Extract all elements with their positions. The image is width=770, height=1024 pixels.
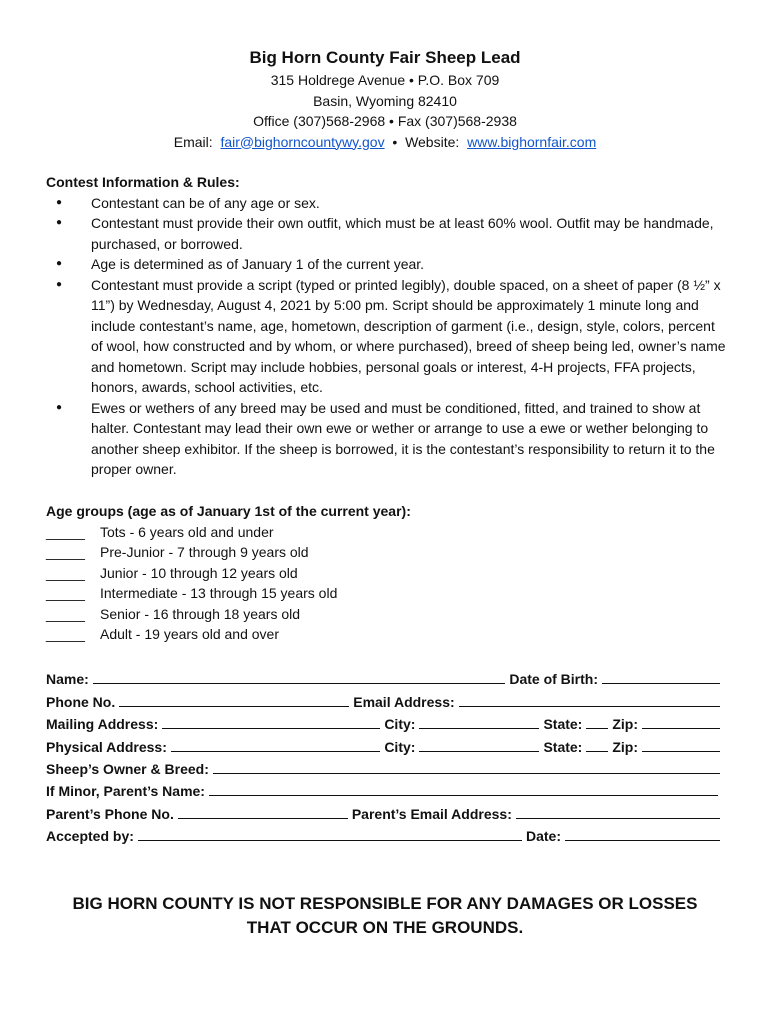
accepted-by-field[interactable] <box>138 825 522 841</box>
physical-city-label: City: <box>384 738 416 755</box>
contact-line <box>0 132 770 153</box>
name-label: Name: <box>46 671 89 688</box>
form-row-owner-breed <box>46 755 720 777</box>
age-group-label: Senior - 16 through 18 years old <box>100 605 301 622</box>
form-row-parent-contact <box>46 799 720 821</box>
form-row-physical <box>46 732 720 754</box>
rules-title: Contest Information & Rules: <box>46 174 240 190</box>
street-address: 315 Holdrege Avenue • P.O. Box 709 <box>270 72 500 88</box>
physical-state-field[interactable] <box>586 736 608 752</box>
age-groups-section <box>46 501 726 645</box>
mailing-city-field[interactable] <box>419 713 539 729</box>
accepted-by-label: Accepted by: <box>46 828 134 845</box>
date-field[interactable] <box>565 825 720 841</box>
mailing-address-field[interactable] <box>162 713 380 729</box>
parent-phone-label: Parent’s Phone No. <box>46 805 174 822</box>
rule-item: ● Contestant can be of any age or sex. <box>46 193 726 214</box>
rules-list <box>46 193 726 480</box>
form-row-mailing <box>46 710 720 732</box>
age-group-label: Intermediate - 13 through 15 years old <box>100 585 338 601</box>
age-group-blank[interactable]: _____ <box>46 605 85 622</box>
physical-zip-field[interactable] <box>642 736 720 752</box>
email-link[interactable]: fair@bighorncountywy.gov <box>220 133 385 150</box>
mailing-zip-field[interactable] <box>642 713 720 729</box>
age-group-blank[interactable]: _____ <box>46 523 85 540</box>
mailing-state-field[interactable] <box>586 713 608 729</box>
mailing-zip-label: Zip: <box>612 716 638 733</box>
age-group-label: Adult - 19 years old and over <box>100 626 279 642</box>
rule-item: ● Contestant must provide a script (typed or printed legibly), double spaced, on a sheet of paper (8 ½” x 11”) by Wednesday, August 4, 2021 by 5:00 pm. Script should be approximately 1 minute long and include contestant’s name, age, hometown, description of garment (i.e., design, style, colors, percent of wool, how constructed and by whom, or where purchased), breed of sheep being led, owner’s name and hometown. Script may include hobbies, personal goals or interest, 4-H projects, FFA projects, honors, awards, school activities, etc. <box>46 275 726 398</box>
parent-email-label: Parent’s Email Address: <box>351 805 512 822</box>
age-group-blank[interactable]: _____ <box>46 626 85 642</box>
email-address-field[interactable] <box>459 691 720 707</box>
age-group-blank[interactable]: _____ <box>46 564 85 581</box>
age-group-row[interactable] <box>46 542 726 563</box>
document-title: Big Horn County Fair Sheep Lead <box>249 48 521 67</box>
disclaimer-line-1: BIG HORN COUNTY IS NOT RESPONSIBLE FOR ANY DAMAGES OR LOSSES <box>72 894 698 913</box>
website-link[interactable]: www.bighornfair.com <box>467 133 597 150</box>
disclaimer-line-2: THAT OCCUR ON THE GROUNDS. <box>246 918 524 937</box>
parent-name-label: If Minor, Parent’s Name: <box>46 783 205 800</box>
age-group-row[interactable] <box>46 604 726 625</box>
phone-fax: Office (307)568-2968 • Fax (307)568-2938 <box>253 113 517 129</box>
parent-email-field[interactable] <box>516 803 720 819</box>
age-group-row[interactable] <box>46 624 726 645</box>
mailing-state-label: State: <box>543 716 583 733</box>
email-label: Email: <box>173 133 213 150</box>
phone-field[interactable] <box>119 691 349 707</box>
physical-state-label: State: <box>543 738 583 755</box>
letterhead <box>0 47 770 152</box>
liability-disclaimer <box>0 892 770 940</box>
dob-field[interactable] <box>602 668 720 684</box>
website-label: Website: <box>405 133 460 150</box>
age-group-row[interactable] <box>46 563 726 584</box>
form-row-name <box>46 665 720 687</box>
entry-form <box>46 665 720 844</box>
physical-zip-label: Zip: <box>612 738 638 755</box>
date-label: Date: <box>525 828 561 845</box>
physical-address-label: Physical Address: <box>46 738 167 755</box>
mailing-city-label: City: <box>384 716 416 733</box>
rule-item: ● Ewes or wethers of any breed may be used and must be conditioned, fitted, and trained to show at halter. Contestant may lead their own ewe or wether or arrange to use a ewe or wether belonging to another sheep exhibitor. If the sheep is borrowed, it is the contestant’s responsibility to return it to the proper owner. <box>46 398 726 480</box>
physical-address-field[interactable] <box>171 736 380 752</box>
age-groups-title: Age groups (age as of January 1st of the current year): <box>46 503 411 519</box>
city-state: Basin, Wyoming 82410 <box>313 92 457 109</box>
age-group-label: Pre-Junior - 7 through 9 years old <box>100 544 309 560</box>
parent-phone-field[interactable] <box>178 803 348 819</box>
parent-name-field[interactable] <box>209 780 718 796</box>
phone-label: Phone No. <box>46 693 116 710</box>
name-field[interactable] <box>93 668 506 684</box>
rules-section <box>46 172 726 480</box>
form-row-accepted <box>46 822 720 844</box>
owner-breed-label: Sheep’s Owner & Breed: <box>46 760 209 777</box>
rule-item: ● Age is determined as of January 1 of the current year. <box>46 254 726 275</box>
mailing-address-label: Mailing Address: <box>46 716 159 733</box>
age-group-blank[interactable]: _____ <box>46 544 85 560</box>
form-row-parent-name <box>46 777 720 799</box>
age-group-label: Junior - 10 through 12 years old <box>100 564 298 581</box>
rule-item: ● Contestant must provide their own outfit, which must be at least 60% wool. Outfit may be handmade, purchased, or borrowed. <box>46 213 726 254</box>
contact-separator: • <box>392 133 398 150</box>
email-address-label: Email Address: <box>353 693 455 710</box>
age-group-row[interactable] <box>46 583 726 604</box>
age-group-blank[interactable]: _____ <box>46 585 85 601</box>
dob-label: Date of Birth: <box>509 671 598 688</box>
physical-city-field[interactable] <box>419 736 539 752</box>
form-row-phone <box>46 687 720 709</box>
owner-breed-field[interactable] <box>213 758 720 774</box>
age-group-row[interactable] <box>46 522 726 543</box>
age-group-label: Tots - 6 years old and under <box>100 523 274 540</box>
